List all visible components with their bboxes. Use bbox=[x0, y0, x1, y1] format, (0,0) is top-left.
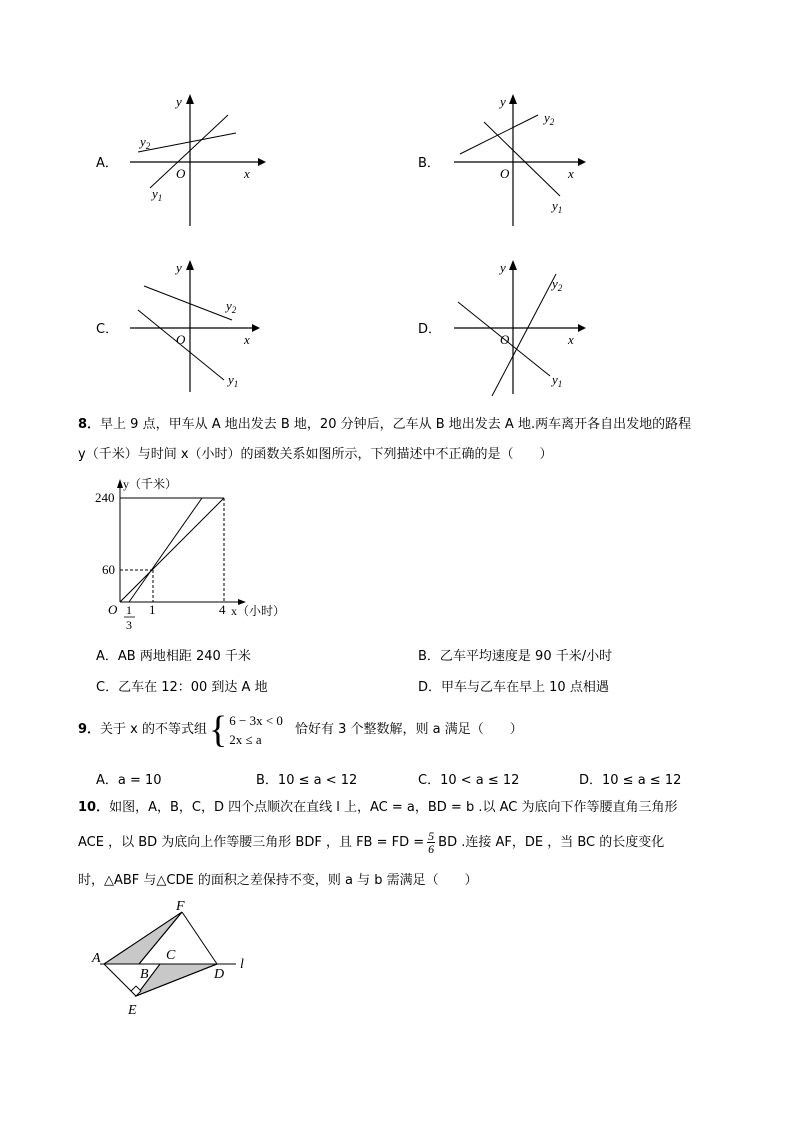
option-d-label: D． bbox=[418, 322, 442, 337]
line-y1 bbox=[484, 122, 560, 196]
system-brace: { bbox=[209, 709, 228, 751]
q8-distance-time-chart bbox=[95, 474, 300, 634]
y2-label: $y_2$ bbox=[140, 134, 151, 151]
graph-option-a bbox=[120, 90, 270, 230]
svg-text:C: C bbox=[166, 948, 176, 963]
svg-text:F: F bbox=[176, 899, 185, 914]
option-b-label: B． bbox=[418, 156, 440, 171]
question-8-line-1: 8．早上 9 点，甲车从 A 地出发去 B 地，20 分钟后，乙车从 B 地出发去 A 地.两车离开各自出发地的路程 bbox=[78, 417, 692, 432]
line-y2 bbox=[460, 115, 538, 154]
question-10-line-1: 10．如图，A，B，C，D 四个点顺次在直线 l 上，AC = a，BD = b .以 AC 为底向下作等腰直角三角形 bbox=[78, 800, 678, 815]
q9-option-d: D．10 ≤ a ≤ 12 bbox=[579, 773, 682, 788]
y-axis-label: y（千米） bbox=[123, 477, 178, 491]
option-c-label: C． bbox=[96, 322, 119, 337]
svg-text:y2: $y_2$ bbox=[544, 110, 555, 127]
origin-label: O bbox=[176, 166, 186, 181]
y-axis-arrow bbox=[186, 94, 194, 104]
q8-option-b: B．乙车平均速度是 90 千米/小时 bbox=[418, 649, 613, 664]
line-y2 bbox=[138, 133, 236, 152]
svg-text:y1: $y_1$ bbox=[228, 372, 239, 389]
question-10-line-2: ACE ，以 BD 为底向上作等腰三角形 BDF ，且 FB = FD = $\frac{5}{6}$ BD .连接 AF，DE ，当 BC 的长度变化 bbox=[78, 829, 665, 856]
q8-option-d: D．甲车与乙车在早上 10 点相遇 bbox=[418, 680, 609, 695]
y1-label: $y_1$ bbox=[152, 186, 163, 203]
svg-text:x: x bbox=[568, 166, 574, 181]
question-9: 9． 关于 x 的不等式组 { 6 − 3x < 0 2x ≤ a 恰好有 3 个整数解，则 a 满足（ ） bbox=[78, 709, 523, 751]
tick-frac-den: 3 bbox=[126, 618, 132, 632]
tick-240: 240 bbox=[95, 490, 115, 505]
option-a-label: A． bbox=[96, 156, 118, 171]
svg-text:y1: $y_1$ bbox=[552, 372, 563, 389]
q9-option-c: C．10 < a ≤ 12 bbox=[418, 773, 520, 788]
tick-60: 60 bbox=[102, 562, 115, 577]
q8-option-c: C．乙车在 12：00 到达 A 地 bbox=[96, 680, 268, 695]
q8-option-a: A．AB 两地相距 240 千米 bbox=[96, 649, 251, 664]
x-axis-arrow bbox=[258, 158, 266, 166]
graph-option-d bbox=[444, 256, 594, 398]
x-axis-label: x（小时） bbox=[231, 604, 286, 618]
fraction-five-sixths: $\frac{5}{6}$ bbox=[428, 829, 435, 856]
x-axis-label: x bbox=[244, 166, 250, 181]
origin-label: O bbox=[108, 602, 118, 617]
line-car-yi bbox=[129, 498, 202, 602]
line-y2 bbox=[144, 286, 232, 320]
inequality-2: 2x ≤ a bbox=[229, 732, 262, 747]
line-car-jia bbox=[120, 498, 224, 602]
q10-geometry-figure bbox=[90, 898, 260, 1018]
tick-1: 1 bbox=[149, 602, 156, 617]
svg-text:x: x bbox=[568, 332, 574, 347]
q9-option-b: B．10 ≤ a < 12 bbox=[256, 773, 358, 788]
inequality-1: 6 − 3x < 0 bbox=[229, 713, 283, 728]
svg-text:O: O bbox=[500, 332, 510, 347]
question-10-line-3: 时，△ABF 与△CDE 的面积之差保持不变，则 a 与 b 需满足（ ） bbox=[78, 873, 478, 888]
svg-text:y: y bbox=[500, 94, 506, 109]
svg-text:D: D bbox=[214, 967, 225, 982]
tick-frac-num: 1 bbox=[126, 603, 132, 617]
svg-text:y2: $y_2$ bbox=[226, 298, 237, 315]
svg-text:B: B bbox=[140, 967, 149, 982]
svg-text:x: x bbox=[244, 332, 250, 347]
svg-text:E: E bbox=[128, 1003, 137, 1018]
graph-option-b bbox=[444, 90, 594, 230]
svg-text:A: A bbox=[92, 951, 101, 966]
svg-text:O: O bbox=[500, 166, 510, 181]
svg-text:l: l bbox=[240, 957, 244, 972]
svg-text:y: y bbox=[176, 260, 182, 275]
y-axis-label: y bbox=[176, 94, 182, 109]
line-y1 bbox=[150, 115, 228, 188]
tick-4: 4 bbox=[219, 602, 226, 617]
q9-option-a: A．a = 10 bbox=[96, 773, 162, 788]
svg-text:y: y bbox=[500, 260, 506, 275]
graph-option-c bbox=[120, 256, 270, 396]
svg-text:O: O bbox=[176, 332, 186, 347]
svg-text:y1: $y_1$ bbox=[552, 198, 563, 215]
question-8-line-2: y（千米）与时间 x（小时）的函数关系如图所示，下列描述中不正确的是（ ） bbox=[78, 447, 553, 462]
svg-text:y2: $y_2$ bbox=[552, 276, 563, 293]
